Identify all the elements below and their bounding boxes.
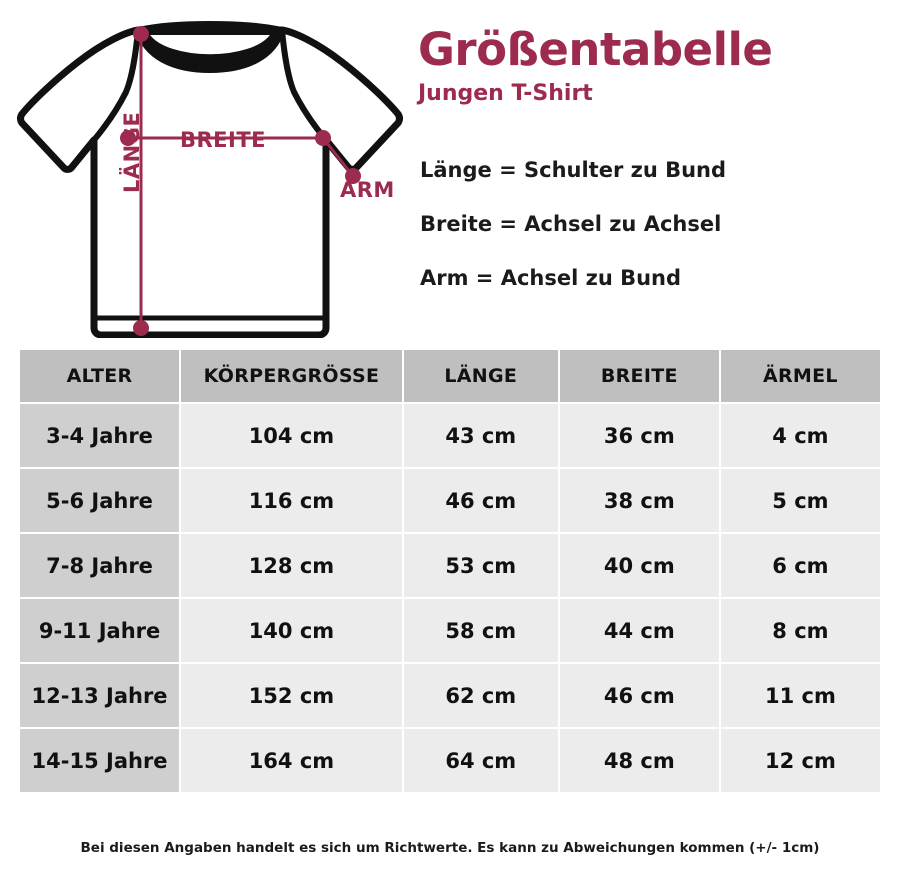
cell-width: 44 cm [560, 599, 719, 662]
table-row [20, 664, 880, 727]
table-row [20, 729, 880, 792]
column-header-koerpergroesse: KÖRPERGRÖSSE [181, 350, 402, 402]
cell-width: 48 cm [560, 729, 719, 792]
table-header-row [20, 350, 880, 402]
cell-width: 38 cm [560, 469, 719, 532]
cell-size: 104 cm [181, 404, 402, 467]
cell-sleeve: 4 cm [721, 404, 880, 467]
footnote: Bei diesen Angaben handelt es sich um Richtwerte. Es kann zu Abweichungen kommen (+/- 1cm) [80, 840, 820, 856]
cell-sleeve: 6 cm [721, 534, 880, 597]
table-row [20, 534, 880, 597]
cell-age: 5-6 Jahre [20, 469, 179, 532]
size-table [18, 348, 882, 794]
column-header-laenge: LÄNGE [404, 350, 558, 402]
cell-length: 46 cm [404, 469, 558, 532]
cell-length: 43 cm [404, 404, 558, 467]
cell-age: 12-13 Jahre [20, 664, 179, 727]
cell-age: 7-8 Jahre [20, 534, 179, 597]
column-header-alter: ALTER [20, 350, 179, 402]
cell-sleeve: 12 cm [721, 729, 880, 792]
diagram-label-breite: BREITE [180, 128, 267, 152]
cell-sleeve: 11 cm [721, 664, 880, 727]
cell-age: 3-4 Jahre [20, 404, 179, 467]
page-subtitle: Jungen T-Shirt [418, 81, 593, 107]
column-header-breite: BREITE [560, 350, 719, 402]
cell-width: 40 cm [560, 534, 719, 597]
cell-sleeve: 5 cm [721, 469, 880, 532]
cell-age: 9-11 Jahre [20, 599, 179, 662]
legend-item: Arm = Achsel zu Bund [420, 266, 682, 290]
chart-header-area [0, 0, 900, 345]
cell-length: 64 cm [404, 729, 558, 792]
cell-sleeve: 8 cm [721, 599, 880, 662]
cell-age: 14-15 Jahre [20, 729, 179, 792]
cell-size: 116 cm [181, 469, 402, 532]
page-title: Größentabelle [418, 23, 773, 76]
cell-width: 46 cm [560, 664, 719, 727]
tshirt-diagram [8, 8, 408, 338]
cell-length: 62 cm [404, 664, 558, 727]
cell-length: 58 cm [404, 599, 558, 662]
legend-item: Breite = Achsel zu Achsel [420, 212, 722, 236]
tshirt-svg [8, 8, 408, 338]
column-header-aermel: ÄRMEL [721, 350, 880, 402]
table-row [20, 469, 880, 532]
cell-size: 152 cm [181, 664, 402, 727]
table-row [20, 404, 880, 467]
cell-size: 140 cm [181, 599, 402, 662]
cell-size: 164 cm [181, 729, 402, 792]
cell-length: 53 cm [404, 534, 558, 597]
cell-size: 128 cm [181, 534, 402, 597]
title-block [418, 23, 888, 107]
diagram-label-arm: ARM [340, 178, 395, 202]
legend-list [420, 158, 890, 320]
size-table-wrap [18, 348, 882, 794]
table-row [20, 599, 880, 662]
cell-width: 36 cm [560, 404, 719, 467]
diagram-label-laenge: LÄNGE [120, 111, 144, 193]
legend-item: Länge = Schulter zu Bund [420, 158, 727, 182]
